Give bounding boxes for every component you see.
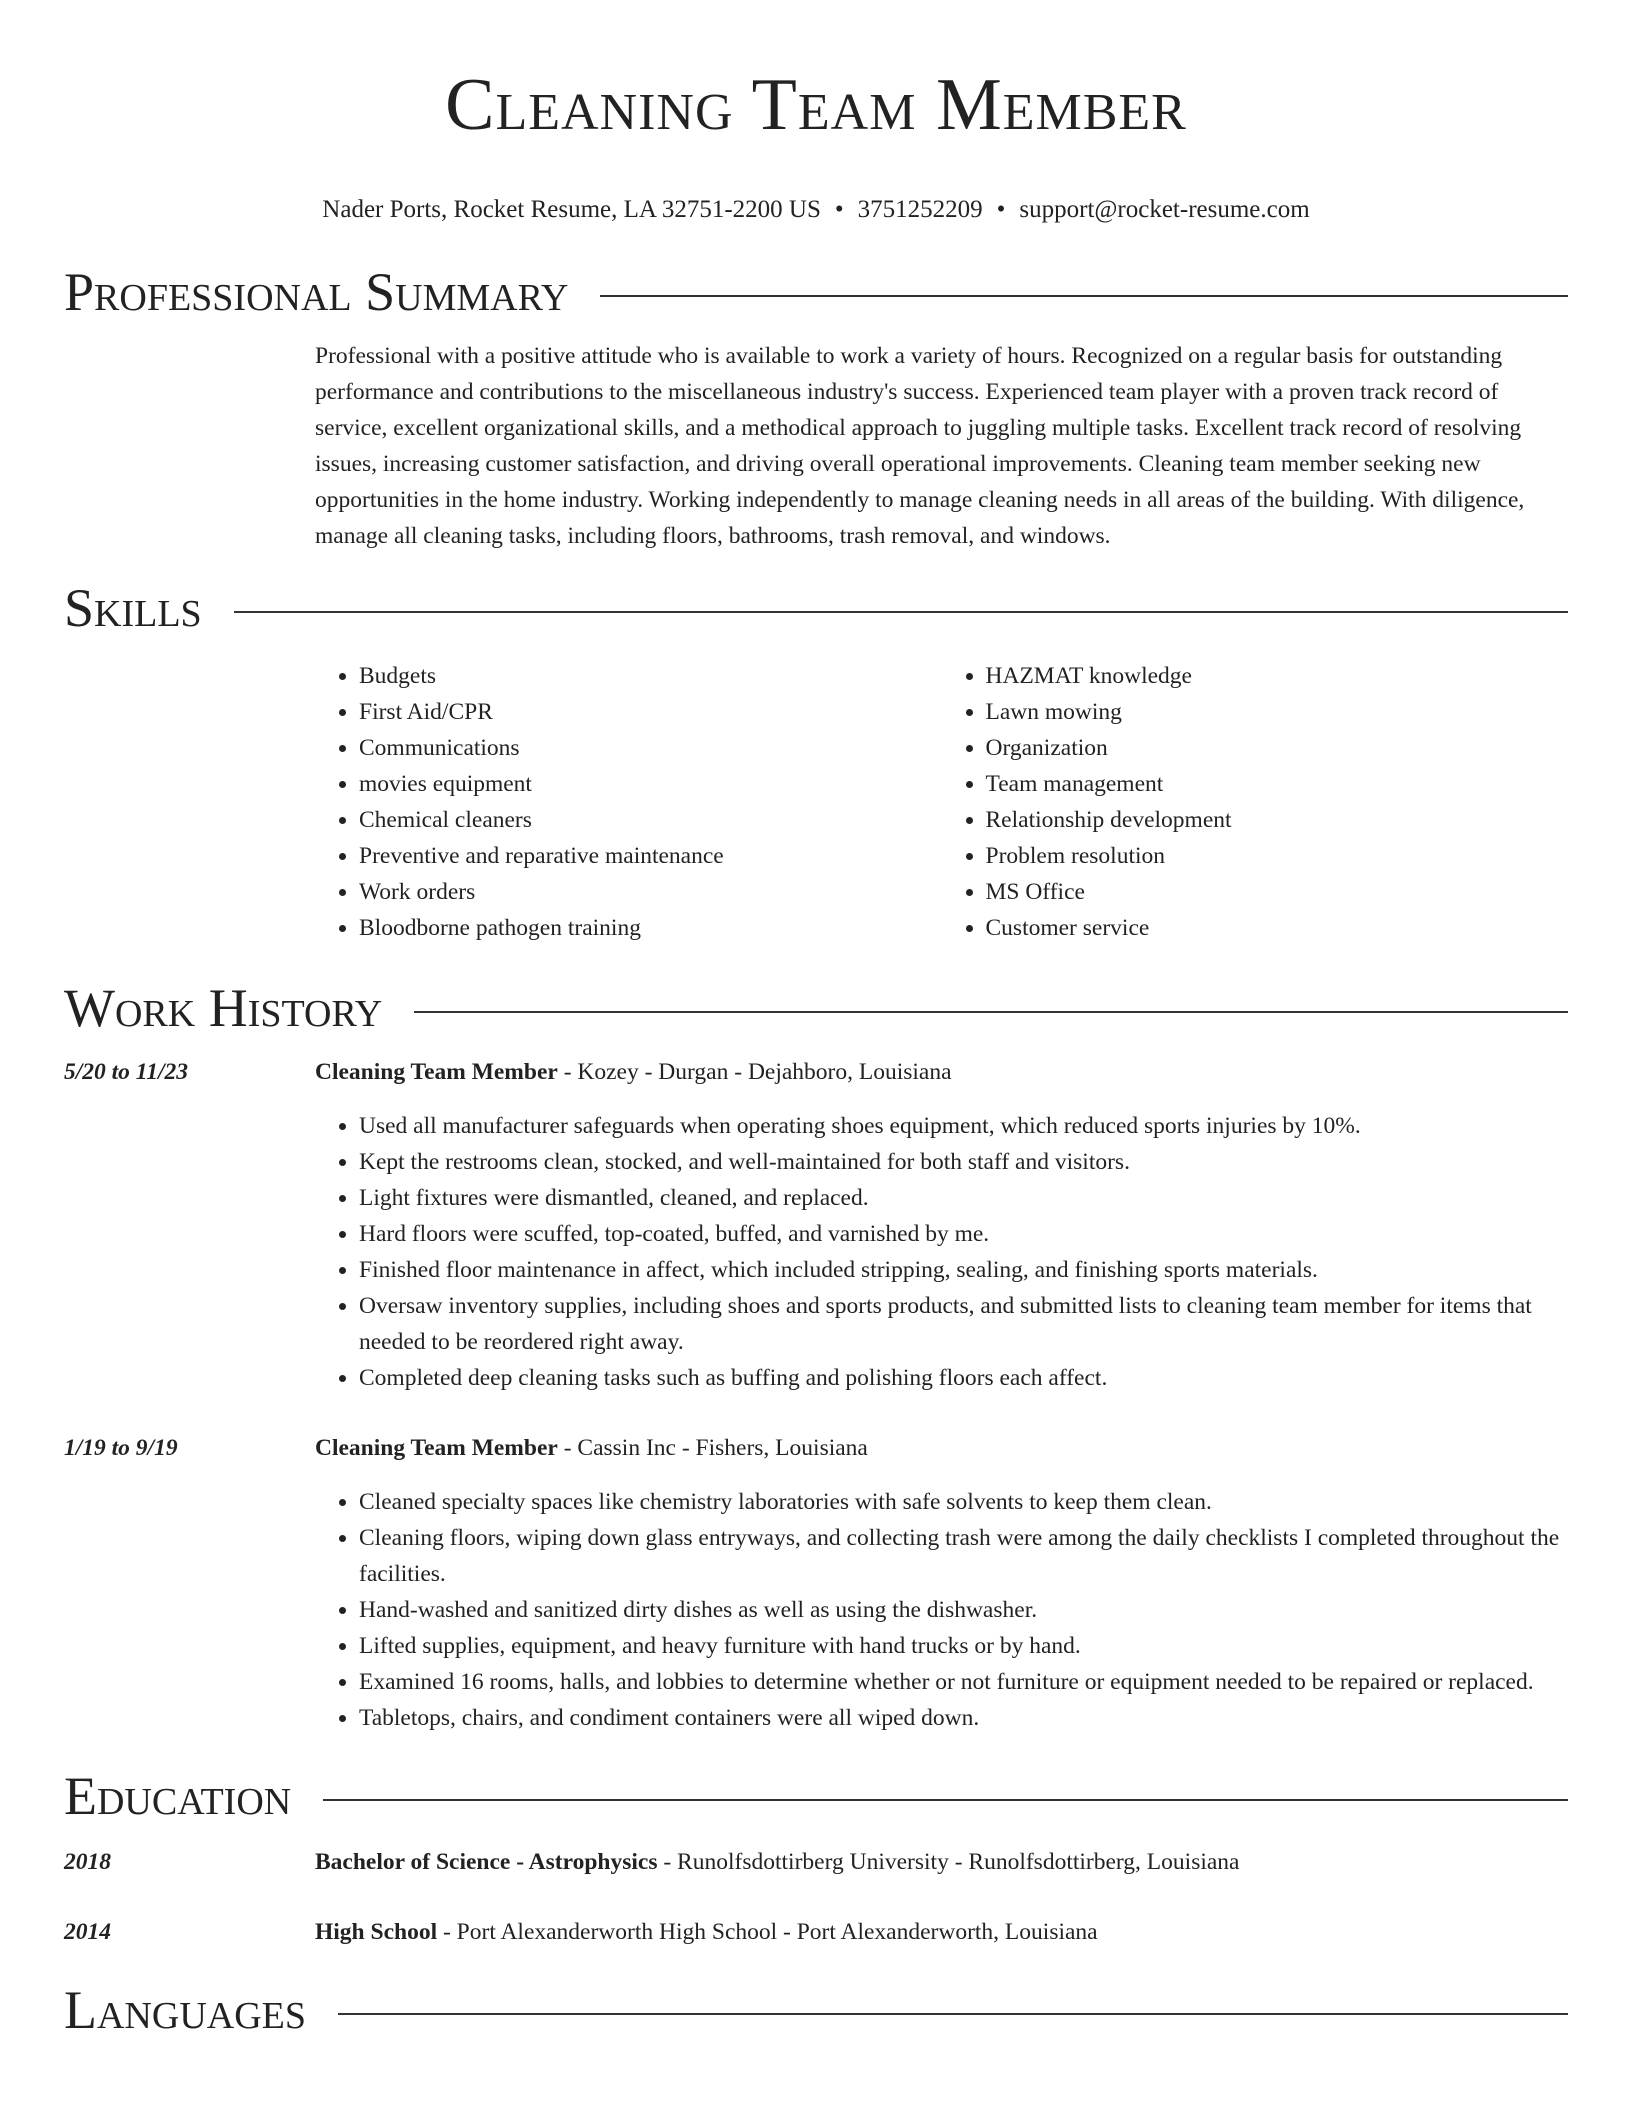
education-body (315, 1914, 1568, 1950)
skill-item: • Customer service (986, 910, 1569, 946)
section-divider (234, 611, 1568, 613)
section-divider (600, 295, 1568, 297)
skill-item: • First Aid/CPR (359, 694, 942, 730)
skills-section-header (64, 576, 1568, 640)
contact-email[interactable]: support@rocket-resume.com (1019, 196, 1310, 223)
job-heading (315, 1430, 1568, 1466)
job-entry (64, 1430, 1568, 1736)
education-section-header (64, 1764, 1568, 1828)
job-bullet: • Lifted supplies, equipment, and heavy furniture with hand trucks or by hand. (359, 1628, 1568, 1664)
education-year: 2018 (64, 1849, 111, 1875)
education-body (315, 1844, 1568, 1880)
job-dates: 1/19 to 9/19 (64, 1435, 178, 1461)
job-bullet: • Cleaned specialty spaces like chemistry laboratories with safe solvents to keep them clean. (359, 1484, 1568, 1520)
education-degree: High School (315, 1919, 438, 1945)
skill-item: • Communications (359, 730, 942, 766)
skill-item: • movies equipment (359, 766, 942, 802)
job-bullet: • Cleaning floors, wiping down glass entryways, and collecting trash were among the daily checklists I completed throughout the facilities. (359, 1520, 1568, 1592)
skills-list (315, 658, 1568, 946)
job-role: Cleaning Team Member (315, 1059, 558, 1085)
skill-item: • Bloodborne pathogen training (359, 910, 942, 946)
job-details: - Kozey - Durgan - Dejahboro, Louisiana (557, 1059, 952, 1085)
job-bullet: • Examined 16 rooms, halls, and lobbies to determine whether or not furniture or equipment needed to be repaired or replaced. (359, 1664, 1568, 1700)
section-divider (323, 1799, 1568, 1801)
education-entry (64, 1844, 1568, 1880)
skill-item: • MS Office (986, 874, 1569, 910)
job-details: - Cassin Inc - Fishers, Louisiana (557, 1435, 868, 1461)
job-bullet: • Finished floor maintenance in affect, which included stripping, sealing, and finishing sports materials. (359, 1252, 1568, 1288)
job-bullets (315, 1484, 1568, 1736)
skill-item: • Preventive and reparative maintenance (359, 838, 942, 874)
job-bullet: • Completed deep cleaning tasks such as buffing and polishing floors each affect. (359, 1360, 1568, 1396)
education-details: - Port Alexanderworth High School - Port Alexanderworth, Louisiana (437, 1919, 1098, 1945)
skill-item: • Budgets (359, 658, 942, 694)
skills-title: Skills (64, 578, 202, 638)
work-title: Work History (64, 978, 383, 1038)
job-bullet: • Used all manufacturer safeguards when operating shoes equipment, which reduced sports injuries by 10%. (359, 1108, 1568, 1144)
resume-name: Cleaning Team Member (445, 64, 1187, 146)
contact-line (64, 194, 1568, 226)
job-body (315, 1054, 1568, 1396)
skills-column-left (315, 658, 942, 946)
skill-item: • Team management (986, 766, 1569, 802)
job-bullet: • Kept the restrooms clean, stocked, and well-maintained for both staff and visitors. (359, 1144, 1568, 1180)
skill-item: • Relationship development (986, 802, 1569, 838)
contact-phone: 3751252209 (857, 196, 983, 223)
summary-title: Professional Summary (64, 262, 569, 322)
job-entry (64, 1054, 1568, 1396)
job-role: Cleaning Team Member (315, 1435, 558, 1461)
section-divider (338, 2013, 1568, 2015)
job-bullet: • Hand-washed and sanitized dirty dishes as well as using the dishwasher. (359, 1592, 1568, 1628)
job-heading (315, 1054, 1568, 1090)
skill-item: • HAZMAT knowledge (986, 658, 1569, 694)
languages-title: Languages (64, 1980, 306, 2040)
job-bullets (315, 1108, 1568, 1396)
work-section-header (64, 976, 1568, 1040)
job-bullet: • Oversaw inventory supplies, including shoes and sports products, and submitted lists to cleaning team member for items that needed to be reordered right away. (359, 1288, 1568, 1360)
section-divider (414, 1011, 1568, 1013)
skill-item: • Work orders (359, 874, 942, 910)
contact-separator: • (996, 196, 1006, 223)
languages-section-header (64, 1978, 1568, 2042)
summary-text: Professional with a positive attitude who is available to work a variety of hours. Recognized on a regular basis for outstanding performance and contributions to the miscellaneous industry's success. Experienced team player with a proven track record of service, excellent organizational skills, and a methodical approach to juggling multiple tasks. Excellent track record of resolving issues, increasing customer satisfaction, and driving overall operational improvements. Cleaning team member seeking new opportunities in the home industry. Working independently to manage cleaning needs in all areas of the building. With diligence, manage all cleaning tasks, including floors, bathrooms, trash removal, and windows. (315, 343, 1525, 549)
job-body (315, 1430, 1568, 1736)
education-title: Education (64, 1766, 292, 1826)
education-entry (64, 1914, 1568, 1950)
summary-section-header (64, 260, 1568, 324)
job-bullet: • Tabletops, chairs, and condiment containers were all wiped down. (359, 1700, 1568, 1736)
education-details: - Runolfsdottirberg University - Runolfsdottirberg, Louisiana (657, 1849, 1240, 1875)
job-bullet: • Light fixtures were dismantled, cleaned, and replaced. (359, 1180, 1568, 1216)
education-degree: Bachelor of Science - Astrophysics (315, 1849, 658, 1875)
contact-address: Nader Ports, Rocket Resume, LA 32751-2200 US (322, 196, 821, 223)
contact-separator: • (834, 196, 844, 223)
skill-item: • Organization (986, 730, 1569, 766)
education-year: 2014 (64, 1919, 111, 1945)
job-dates: 5/20 to 11/23 (64, 1059, 189, 1085)
skill-item: • Problem resolution (986, 838, 1569, 874)
job-bullet: • Hard floors were scuffed, top-coated, buffed, and varnished by me. (359, 1216, 1568, 1252)
skill-item: • Chemical cleaners (359, 802, 942, 838)
skill-item: • Lawn mowing (986, 694, 1569, 730)
skills-column-right (942, 658, 1569, 946)
